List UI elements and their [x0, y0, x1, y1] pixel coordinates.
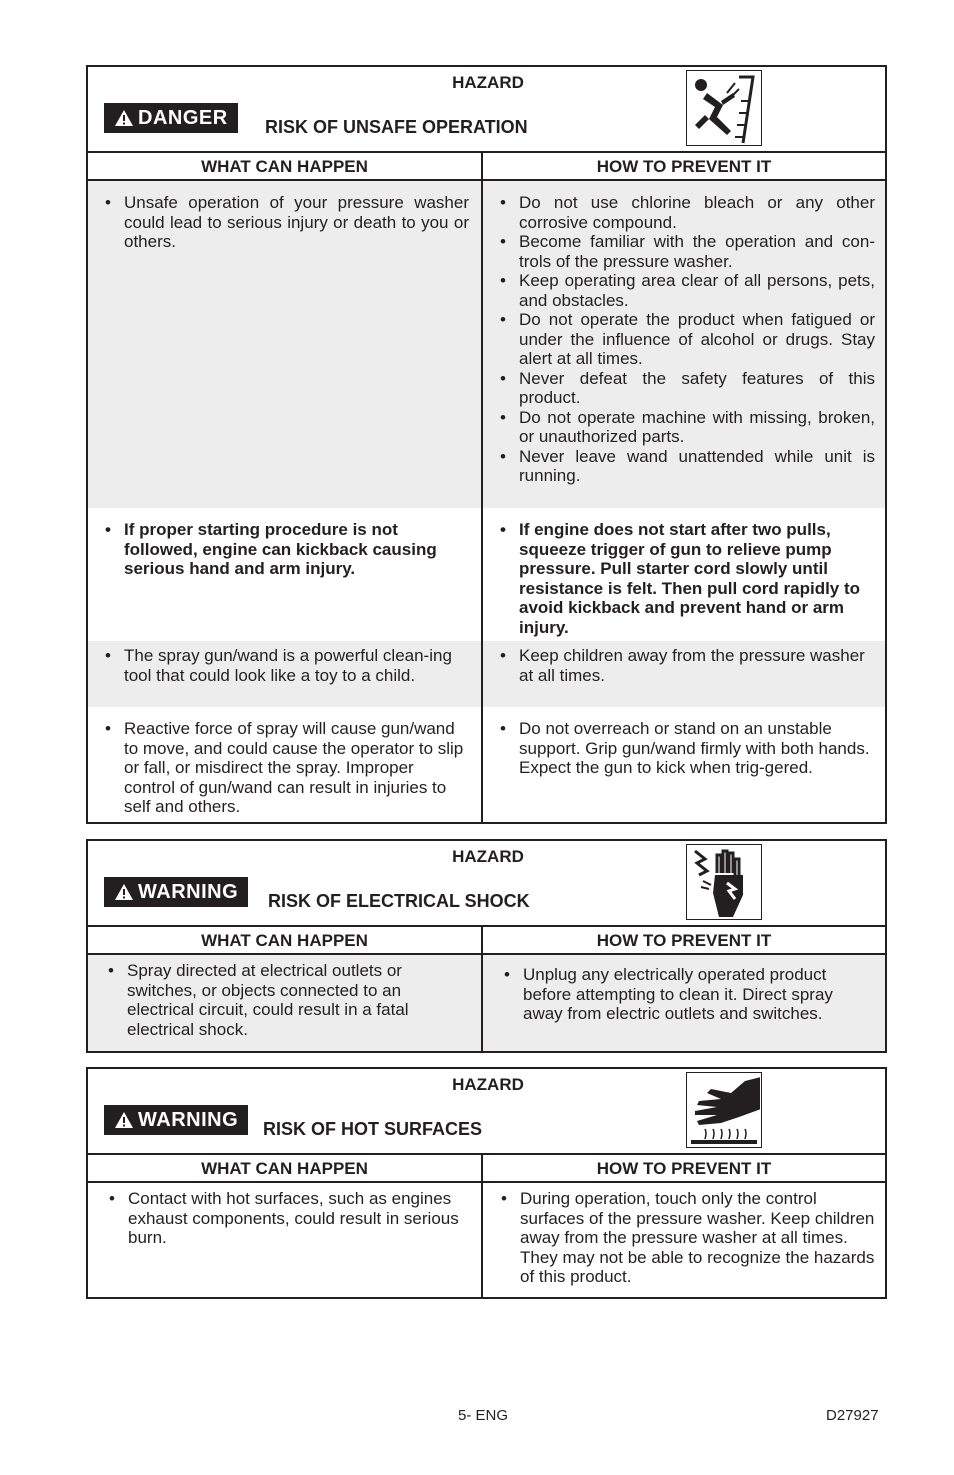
electric-shock-hand-icon	[686, 844, 762, 920]
what-item: • If proper starting procedure is not followed, engine can kickback causing serious hand and arm injury.	[124, 520, 469, 579]
prevent-cell	[483, 641, 885, 707]
panel-header	[88, 1069, 885, 1155]
warning-triangle-icon	[114, 883, 134, 901]
hazard-panel-electrical-shock	[86, 839, 887, 1053]
prevent-item: • Keep children away from the pressure washer at all times.	[519, 646, 875, 685]
col-header-prevent: HOW TO PREVENT IT	[596, 157, 772, 176]
what-cell	[88, 641, 483, 707]
prevent-item: • If engine does not start after two pulls, squeeze trigger of gun to relieve pump pressure. Pull starter cord slowly until resistance is felt. Then pull cord rapidly to avoid kickback and prevent hand or arm injury.	[519, 520, 875, 637]
prevent-item: • Never defeat the safety features of this product.	[519, 369, 875, 408]
person-kickback-icon	[686, 70, 762, 146]
warning-badge	[104, 877, 248, 907]
risk-title: RISK OF ELECTRICAL SHOCK	[268, 891, 530, 911]
hot-surface-hand-icon	[686, 1072, 762, 1148]
hazard-row	[88, 508, 885, 641]
warning-triangle-icon	[114, 1111, 134, 1129]
hazard-row	[88, 641, 885, 707]
prevent-item: • Do not overreach or stand on an unstable support. Grip gun/wand firmly with both hands. Expect the gun to kick when trig-gered.	[519, 719, 875, 778]
prevent-item: • Do not operate the product when fatigued or under the influence of alcohol or drugs. Stay alert at all times.	[519, 310, 875, 369]
hazard-row	[88, 181, 885, 508]
what-cell	[88, 1183, 483, 1297]
warning-badge	[104, 1105, 248, 1135]
what-cell	[88, 181, 483, 508]
danger-badge	[104, 103, 238, 133]
hazard-label: HAZARD	[452, 1075, 524, 1094]
prevent-item: • Do not use chlorine bleach or any other corrosive compound.	[519, 193, 875, 232]
what-item: • Contact with hot surfaces, such as engines exhaust components, could result in serious burn.	[128, 1189, 469, 1248]
column-headers	[88, 927, 885, 955]
risk-title: RISK OF UNSAFE OPERATION	[265, 117, 528, 137]
hazard-panel-hot-surfaces	[86, 1067, 887, 1299]
prevent-item: • Unplug any electrically operated product before attempting to clean it. Direct spray away from electric outlets and switches.	[523, 965, 875, 1024]
prevent-cell	[483, 1183, 885, 1297]
hazard-label: HAZARD	[452, 847, 524, 866]
column-headers	[88, 1155, 885, 1183]
hazard-panel-unsafe-operation	[86, 65, 887, 824]
hazard-row	[88, 1183, 885, 1297]
prevent-item: • During operation, touch only the control surfaces of the pressure washer. Keep children away from the pressure washer at all times. They may not be able to recognize the hazards of this product.	[520, 1189, 875, 1287]
hazard-label: HAZARD	[452, 73, 524, 92]
column-headers	[88, 153, 885, 181]
prevent-item: • Keep operating area clear of all persons, pets, and obstacles.	[519, 271, 875, 310]
what-item: • The spray gun/wand is a powerful clean-ing tool that could look like a toy to a child.	[124, 646, 469, 685]
what-cell	[88, 707, 483, 823]
badge-text: WARNING	[138, 881, 239, 903]
prevent-cell	[483, 181, 885, 508]
prevent-cell	[483, 508, 885, 641]
prevent-cell	[483, 955, 885, 1051]
badge-text: DANGER	[138, 107, 228, 129]
prevent-item: • Become familiar with the operation and con-trols of the pressure washer.	[519, 232, 875, 271]
col-header-what: WHAT CAN HAPPEN	[88, 1155, 483, 1181]
what-item: • Reactive force of spray will cause gun/wand to move, and could cause the operator to slip or fall, or misdirect the spray. Improper control of gun/wand can result in injuries to self and others.	[124, 719, 469, 817]
what-item: • Spray directed at electrical outlets or switches, or objects connected to an electrical circuit, could result in a fatal electrical shock.	[127, 961, 469, 1039]
badge-text: WARNING	[138, 1109, 239, 1131]
col-header-what: WHAT CAN HAPPEN	[88, 153, 483, 179]
what-item: • Unsafe operation of your pressure washer could lead to serious injury or death to you or others.	[124, 193, 469, 252]
prevent-item: • Do not operate machine with missing, broken, or unauthorized parts.	[519, 408, 875, 447]
col-header-prevent: HOW TO PREVENT IT	[596, 1159, 772, 1178]
prevent-cell	[483, 707, 885, 823]
what-cell	[88, 508, 483, 641]
panel-header	[88, 67, 885, 153]
warning-triangle-icon	[114, 109, 134, 127]
risk-title: RISK OF HOT SURFACES	[263, 1119, 483, 1139]
document-id: D27927	[826, 1407, 879, 1424]
what-cell	[88, 955, 483, 1051]
hazard-row	[88, 707, 885, 823]
page-number: 5- ENG	[458, 1407, 509, 1424]
prevent-item: • Never leave wand unattended while unit is running.	[519, 447, 875, 486]
col-header-prevent: HOW TO PREVENT IT	[596, 931, 772, 950]
hazard-row	[88, 955, 885, 1051]
panel-header	[88, 841, 885, 927]
col-header-what: WHAT CAN HAPPEN	[88, 927, 483, 953]
